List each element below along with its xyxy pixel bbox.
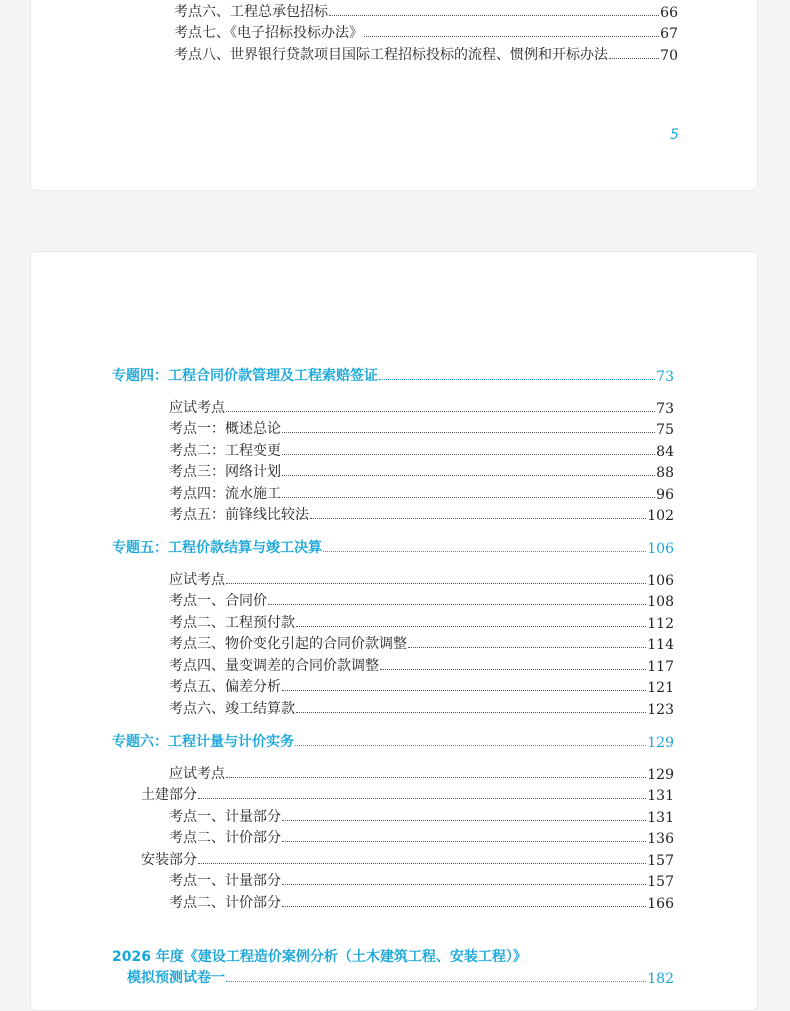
- toc-entry-page: 112: [647, 616, 674, 632]
- dot-leader: [295, 745, 646, 746]
- toc-entry-title: 考点二、计价部分: [169, 895, 281, 911]
- dot-leader: [226, 411, 655, 412]
- toc-entry-title: 应试考点: [169, 400, 225, 416]
- toc-entry: [169, 870, 674, 890]
- toc-entry: [169, 827, 674, 847]
- mock-exam-page: 182: [647, 971, 674, 987]
- toc-entry-title: 考点一：概述总论: [169, 421, 281, 437]
- toc-entry-page: 121: [647, 680, 674, 696]
- dot-leader: [408, 647, 646, 648]
- dot-leader: [282, 906, 646, 907]
- toc-entry-title: 考点一、计量部分: [169, 809, 281, 825]
- toc-entry: [169, 569, 674, 589]
- toc-entry-title: 考点三、物价变化引起的合同价款调整: [169, 636, 407, 652]
- toc-section-heading: [112, 365, 674, 385]
- dot-leader: [226, 583, 646, 584]
- toc-entry-page: 66: [660, 5, 678, 21]
- dot-leader: [379, 379, 655, 380]
- toc-entry: [169, 461, 674, 481]
- toc-entry-page: 108: [647, 594, 674, 610]
- toc-entry-page: 131: [647, 788, 674, 804]
- toc-entry-title: 考点六、竣工结算款: [169, 701, 295, 717]
- toc-section-title: 专题六：工程计量与计价实务: [112, 734, 294, 750]
- dot-leader: [268, 604, 646, 605]
- toc-entry-page: 84: [656, 444, 674, 460]
- toc-entry-page: 123: [647, 702, 674, 718]
- toc-section-page: 129: [647, 735, 674, 751]
- toc-entry-page: 67: [660, 26, 678, 42]
- toc-entry-title: 考点四：流水施工: [169, 486, 281, 502]
- toc-section-title: 专题五：工程价款结算与竣工决算: [112, 540, 322, 556]
- dot-leader: [323, 551, 646, 552]
- toc-entry-page: 88: [656, 465, 674, 481]
- toc-entry-page: 75: [656, 422, 674, 438]
- dot-leader: [282, 690, 646, 691]
- toc-entry-page: 73: [656, 401, 674, 417]
- toc-entry-page: 70: [660, 48, 678, 64]
- toc-entry-title: 考点三：网络计划: [169, 464, 281, 480]
- toc-entry: [169, 504, 674, 524]
- page-number: 5: [670, 127, 679, 143]
- toc-entry-title: 考点二、工程预付款: [169, 615, 295, 631]
- toc-entry-title: 考点二、计价部分: [169, 830, 281, 846]
- toc-entry: [169, 633, 674, 653]
- toc-entry-page: 117: [647, 659, 674, 675]
- toc-entry-page: 129: [647, 767, 674, 783]
- toc-section-heading: [112, 537, 674, 557]
- toc-entry-title: 考点二：工程变更: [169, 443, 281, 459]
- toc-subsection: [141, 784, 674, 804]
- toc-subsection: [141, 849, 674, 869]
- toc-entry: [169, 418, 674, 438]
- dot-leader: [329, 15, 659, 16]
- dot-leader: [226, 981, 646, 982]
- toc-entry: [169, 806, 674, 826]
- toc-entry-title: 考点一、合同价: [169, 593, 267, 609]
- toc-entry: [174, 22, 678, 42]
- toc-entry: [169, 440, 674, 460]
- dot-leader: [296, 712, 646, 713]
- toc-entry-title: 考点八、世界银行贷款项目国际工程招标投标的流程、惯例和开标办法: [174, 47, 608, 63]
- dot-leader: [310, 518, 646, 519]
- toc-entry-title: 安装部分: [141, 852, 197, 868]
- toc-entry: [174, 1, 678, 21]
- toc-entry: [169, 612, 674, 632]
- dot-leader: [364, 36, 659, 37]
- toc-entry: [169, 892, 674, 912]
- dot-leader: [609, 58, 659, 59]
- dot-leader: [198, 798, 646, 799]
- toc-section-page: 73: [656, 369, 674, 385]
- toc-entry: [174, 44, 678, 64]
- toc-entry: [169, 655, 674, 675]
- toc-entry-page: 96: [656, 487, 674, 503]
- toc-entry: [169, 397, 674, 417]
- toc-entry-title: 应试考点: [169, 572, 225, 588]
- dot-leader: [282, 497, 655, 498]
- toc-section-title: 专题四：工程合同价款管理及工程索赔签证: [112, 368, 378, 384]
- toc-entry: [169, 698, 674, 718]
- toc-entry: [169, 676, 674, 696]
- toc-entry-title: 考点六、工程总承包招标: [174, 4, 328, 20]
- toc-entry-page: 166: [647, 896, 674, 912]
- toc-entry: [169, 590, 674, 610]
- toc-section-heading: [112, 731, 674, 751]
- dot-leader: [296, 626, 646, 627]
- dot-leader: [282, 454, 655, 455]
- toc-entry-title: 考点一、计量部分: [169, 873, 281, 889]
- toc-entry-page: 106: [647, 573, 674, 589]
- dot-leader: [282, 432, 655, 433]
- dot-leader: [282, 475, 655, 476]
- toc-entry-title: 考点五、偏差分析: [169, 679, 281, 695]
- toc-entry-page: 157: [647, 874, 674, 890]
- toc-entry-title: 土建部分: [141, 787, 197, 803]
- toc-entry-page: 114: [647, 637, 674, 653]
- dot-leader: [282, 884, 646, 885]
- mock-exam-title: 模拟预测试卷一: [127, 970, 225, 986]
- dot-leader: [282, 820, 646, 821]
- toc-entry-title: 考点四、量变调差的合同价款调整: [169, 658, 379, 674]
- toc-entry: [169, 483, 674, 503]
- toc-entry-title: 考点五：前锋线比较法: [169, 507, 309, 523]
- toc-entry-title: 考点七、《电子招标投标办法》: [174, 25, 363, 41]
- toc-entry-page: 136: [647, 831, 674, 847]
- dot-leader: [198, 863, 646, 864]
- toc-entry-page: 102: [647, 508, 674, 524]
- toc-entry-page: 131: [647, 810, 674, 826]
- toc-section-page: 106: [647, 541, 674, 557]
- toc-entry-page: 157: [647, 853, 674, 869]
- toc-entry: [169, 763, 674, 783]
- mock-exam-heading: 2026 年度《建设工程造价案例分析（土木建筑工程、安装工程）》: [112, 949, 527, 965]
- dot-leader: [226, 777, 646, 778]
- dot-leader: [380, 669, 646, 670]
- toc-entry-title: 应试考点: [169, 766, 225, 782]
- dot-leader: [282, 841, 646, 842]
- mock-exam-entry: [127, 967, 674, 987]
